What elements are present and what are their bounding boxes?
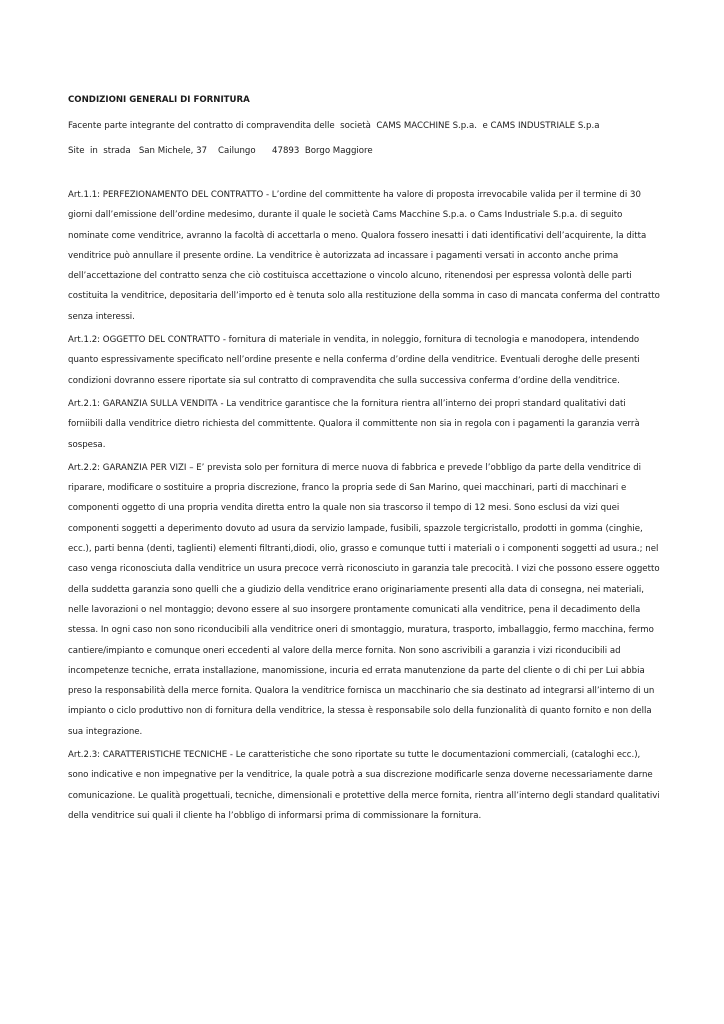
- article-2-2: [68, 458, 660, 742]
- article-text: Art.1.1: PERFEZIONAMENTO DEL CONTRATTO - L’ordine del committente ha valore di proposta irrevocabile valida per il termine di 30 giorni dall’emissione dell’ordine medesimo, durante il quale le società Cams Macchine S.p.a. o Cams Industriale S.p.a. di seguito nominate come venditrice, avranno la facoltà di accettarla o meno. Qualora fossero inesatti i dati identificativi dell’acquirente, la ditta venditrice può annullare il presente ordine. La venditrice è autorizzata ad incassare i pagamenti versati in acconto anche prima dell’accettazione del contratto senza che ciò costituisca accettazione o vincolo alcuno, ritenendosi per espressa volontà delle parti costituita la venditrice, depositaria dell’importo ed è tenuta solo alla restituzione della somma in caso di mancata conferma del contratto senza interessi.: [68, 190, 660, 322]
- article-2-3: [68, 745, 660, 826]
- article-text: Art.1.2: OGGETTO DEL CONTRATTO - fornitura di materiale in vendita, in noleggio, fornitura di tecnologia e manodopera, intendendo quanto espressivamente specificato nell’ordine presente e nella conferma d’ordine della venditrice. Eventuali deroghe delle presenti condizioni dovranno essere riportate sia sul contratto di compravendita che sulla successiva conferma d’ordine della venditrice.: [68, 335, 640, 386]
- document-title: CONDIZIONI GENERALI DI FORNITURA: [68, 95, 250, 105]
- article-1-1: [68, 185, 660, 327]
- article-2-1: [68, 394, 660, 455]
- article-1-2: [68, 330, 660, 391]
- intro-companies: Facente parte integrante del contratto di compravendita delle società CAMS MACCHINE S.p.a. e CAMS INDUSTRIALE S.p.a: [68, 121, 600, 131]
- article-text: Art.2.1: GARANZIA SULLA VENDITA - La venditrice garantisce che la fornitura rientra all’interno dei propri standard qualitativi dati forniibili dalla venditrice dietro richiesta del committente. Qualora il committente non sia in regola con i pagamenti la garanzia verrà sospesa.: [68, 398, 640, 450]
- document-page: [68, 92, 660, 829]
- article-text: Art.2.2: GARANZIA PER VIZI – E’ prevista solo per fornitura di merce nuova di fabbrica e prevede l’obbligo da parte della venditrice di riparare, modificare o sostituire a propria discrezione, franco la propria sede di San Marino, quei macchinari, parti di macchinari e componenti oggetto di una propria vendita diretta entro la quale non sia trascorso il tempo di 12 mesi. Sono esclusi da vizi quei componenti soggetti a deperimento dovuto ad usura da servizio lampade, fusibili, spazzole tergicristallo, prodotti in gomma (cinghie, ecc.), parti benna (denti, taglienti) elementi filtranti,diodi, olio, grasso e comunque tutti i materiali o i componenti soggetti ad usura.; nel caso venga riconosciuta dalla venditrice un usura precoce verrà riconosciuto in garanzia tale precocità. I vizi che possono essere oggetto della suddetta garanzia sono quelli che a giudizio della venditrice erano originariamente presenti alla data di consegna, nei materiali, nelle lavorazioni o nel montaggio; devono essere al suo insorgere prontamente comunicati alla venditrice, pena il decadimento della stessa. In ogni caso non sono riconducibili alla venditrice oneri di smontaggio, muratura, trasporto, imballaggio, fermo macchina, fermo cantiere/impianto e comunque oneri eccedenti al valore della merce fornita. Non sono ascrivibili a garanzia i vizi riconducibili ad incompetenze tecniche, errata installazione, manomissione, incuria ed errata manutenzione da parte del cliente o di chi per Lui abbia preso la responsabilità della merce fornita. Qualora la venditrice fornisca un macchinario che sia destinato ad integrarsi all’interno di un impianto o ciclo produttivo non di fornitura della venditrice, la stessa è responsabile solo della funzionalità di quanto fornito e non della sua integrazione.: [68, 462, 660, 737]
- intro-address: Site in strada San Michele, 37 Cailungo 47893 Borgo Maggiore: [68, 146, 373, 156]
- article-text: Art.2.3: CARATTERISTICHE TECNICHE - Le caratteristiche che sono riportate su tutte le documentazioni commerciali, (cataloghi ecc.), sono indicative e non impegnative per la venditrice, la quale potrà a sua discrezione modificarle senza doverne necessariamente darne comunicazione. Le qualità progettuali, tecniche, dimensionali e protettive della merce fornita, rientra all’interno degli standard qualitativi della venditrice sui quali il cliente ha l’obbligo di informarsi prima di commissionare la fornitura.: [68, 750, 660, 821]
